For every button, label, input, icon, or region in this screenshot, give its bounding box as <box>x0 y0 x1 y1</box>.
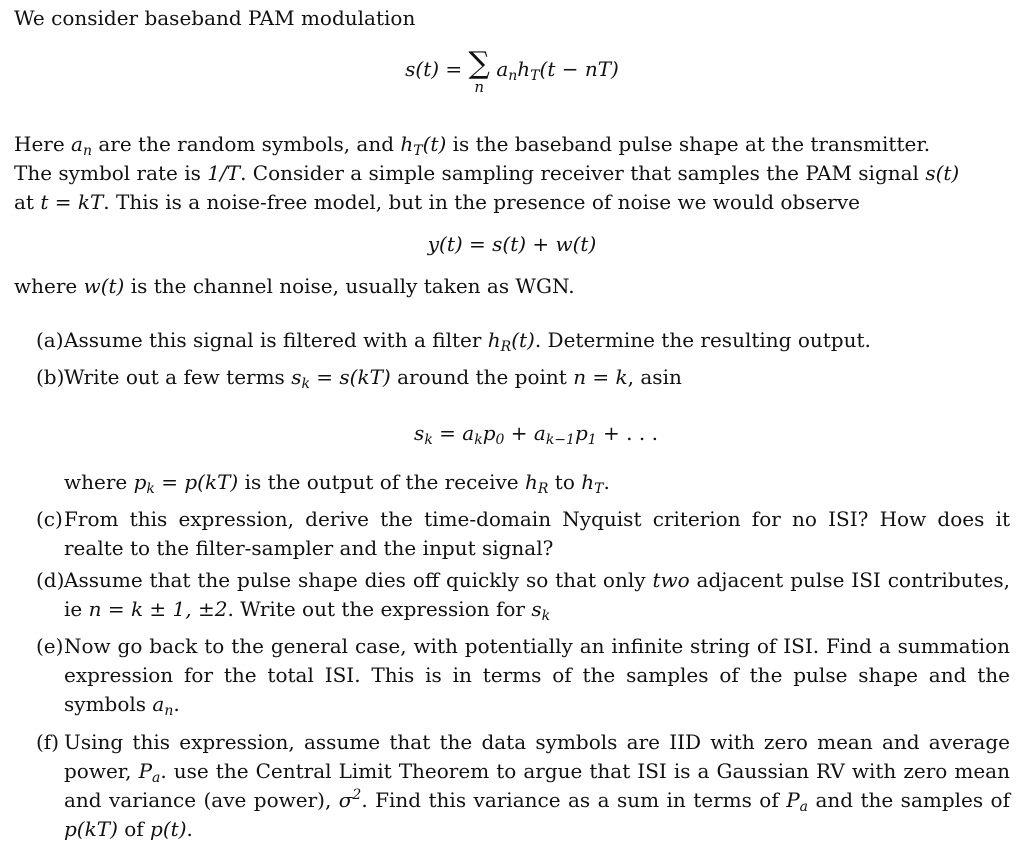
summation-symbol: ∑ <box>468 46 490 81</box>
sk-equation: $s_k = a_kp_0 + a_{k-1}p_1$ + . . . <box>414 421 658 448</box>
pam-equation: s(t) = ∑ n $a_nh_T(t - nT)$ <box>405 46 619 96</box>
paragraph-1: Here $a_n$ are the random symbols, and $h_T(t)$ is the baseband pulse shape at the transmitter. The symbol rate is 1/T. Consider a simple sampling receiver that samples the PAM signal s(t) at t = kT. This is a noise-free model, but in the presence of noise we would observe <box>14 132 960 214</box>
where-pk-line: where $p_k = p(kT)$ is the output of the receive $h_R$ to $h_T$. <box>64 470 610 497</box>
item-c: (c) From this expression, derive the time-domain Nyquist criterion for no ISI? How does it realte to the filter-sampler and the input signal? <box>36 507 1010 560</box>
item-b: (b) Write out a few terms $s_k = s(kT)$ around the point n = k, asin <box>36 365 682 392</box>
item-e: (e) Now go back to the general case, with potentially an infinite string of ISI. Find a summation expression for the total ISI. This is in terms of the samples of the pulse shape and the symbols $a_n$. <box>36 634 1010 719</box>
noise-equation: y(t) = s(t) + w(t) <box>427 232 597 256</box>
item-f: (f) Using this expression, assume that the data symbols are IID with zero mean and average power, $P_a$. use the Central Limit Theorem to argue that ISI is a Gaussian RV with zero mean and variance (ave power), $\sigma^2$. Find this variance as a sum in terms of $P_a$ and the samples of p(kT) of p(t). <box>36 730 1011 841</box>
paragraph-2: where w(t) is the channel noise, usually taken as WGN. <box>14 274 575 298</box>
item-d: (d) Assume that the pulse shape dies off quickly so that only two adjacent pulse ISI contributes, ie n = k ± 1, ±2. Write out the expression for $s_k$ <box>36 568 1010 624</box>
item-a: (a) Assume this signal is filtered with a filter $h_R(t)$. Determine the resulting output. <box>36 328 871 355</box>
intro-text: We consider baseband PAM modulation <box>14 6 416 30</box>
